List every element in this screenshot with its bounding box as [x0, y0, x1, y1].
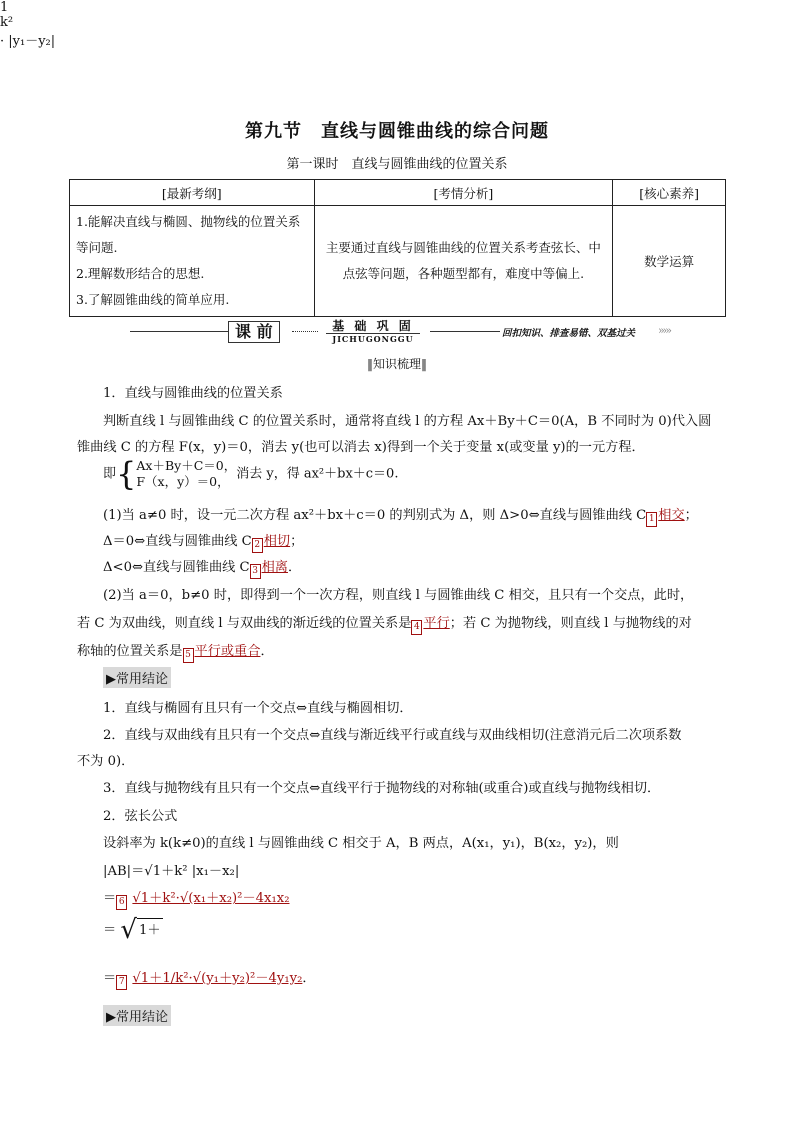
text: · |y₁－y₂| — [0, 34, 56, 49]
para: (2)当 a＝0，b≠0 时，即得到一个一次方程，则直线 l 与圆锥曲线 C 相交，且只有一个交点，此时， — [103, 588, 694, 603]
conclusions-label: ▶常用结论 — [103, 667, 171, 688]
para: 判断直线 l 与圆锥曲线 C 的位置关系时，通常将直线 l 的方程 Ax＋By＋C＝0(A，B 不同时为 0)代入圆 — [103, 414, 712, 429]
page-subtitle: 第一课时 直线与圆锥曲线的位置关系 — [286, 157, 508, 172]
kaogang-cell — [70, 206, 315, 317]
equation-system: 即{Ax＋By＋C＝0， F（x，y）＝0， 消去 y，得 ax²＋bx＋c＝0. — [103, 455, 399, 493]
conclusion-item: 2．直线与双曲线有且只有一个交点⇔直线与渐近线平行或直线与双曲线相切(注意消元后二次项系数 — [103, 728, 682, 743]
case-1: (1)当 a≠0 时，设一元二次方程 ax²＋bx＋c＝0 的判别式为 Δ，则 Δ>0⇔直线与圆锥曲线 C 1 相交； — [103, 504, 698, 527]
formula-3: ＝ √ 1＋ — [103, 915, 161, 945]
conclusions-label: ▶常用结论 — [103, 1005, 171, 1026]
banner-title-cn: 基 础 巩 固 — [332, 319, 414, 333]
answer-number: 1 — [646, 512, 657, 527]
answer: √1＋1/k²·√(y₁＋y₂)²－4y₁y₂ — [132, 971, 303, 986]
answer: 相切 — [263, 534, 291, 549]
para: 设斜率为 k(k≠0)的直线 l 与圆锥曲线 C 相交于 A，B 两点，A(x₁，y₁)，B(x₂，y₂)，则 — [103, 836, 619, 851]
eq-prefix: 即 — [103, 466, 117, 482]
eq-suffix: 消去 y，得 ax²＋bx＋c＝0. — [236, 466, 399, 482]
para — [77, 612, 692, 635]
banner-title-pinyin: JICHUGONGGU — [332, 334, 414, 344]
answer: √1＋k²·√(x₁＋x₂)²－4x₁x₂ — [132, 891, 290, 906]
conclusion-item: 1．直线与椭圆有且只有一个交点⇔直线与椭圆相切． — [103, 701, 413, 716]
banner-label: 课 前 — [228, 321, 280, 343]
text: (1)当 a≠0 时，设一元二次方程 ax²＋bx＋c＝0 的判别式为 Δ，则 Δ>0⇔直线与圆锥曲线 C — [103, 508, 647, 523]
kaogang-item: 3.了解圆锥曲线的简单应用. — [76, 292, 230, 307]
header-kaogang: [最新考纲] — [70, 180, 315, 206]
kaogang-item: 1.能解决直线与椭圆、抛物线的位置关系等问题. — [76, 214, 301, 255]
answer: 相交 — [658, 508, 685, 523]
section-heading: ‖知识梳理‖ — [366, 357, 427, 371]
outline-table — [69, 179, 726, 317]
knowledge-heading-1: 1．直线与圆锥曲线的位置关系 — [103, 386, 283, 401]
formula-2: ＝ 6 √1＋k²·√(x₁＋x₂)²－4x₁x₂ — [103, 887, 289, 910]
conclusion-item: 不为 0)． — [77, 754, 135, 769]
formula-1: |AB|＝√1＋k² |x₁－x₂| — [103, 864, 240, 879]
page-title: 第九节 直线与圆锥曲线的综合问题 — [245, 121, 549, 142]
text: ；若 C 为抛物线，则直线 l 与抛物线的对 — [449, 616, 692, 631]
conclusion-item: 3．直线与抛物线有且只有一个交点⇔直线平行于抛物线的对称轴(或重合)或直线与抛物线相切． — [103, 781, 661, 796]
kaogang-item: 2.理解数形结合的思想. — [76, 266, 205, 281]
answer-number: 3 — [250, 564, 261, 579]
eq-line: Ax＋By＋C＝0， — [136, 458, 237, 473]
para: 称轴的位置关系是 5 平行或重合． — [77, 640, 274, 663]
header-kaoqing: [考情分析] — [314, 180, 613, 206]
answer: 平行或重合 — [194, 644, 261, 659]
double-chevron-icon: ››››› — [658, 324, 670, 337]
knowledge-heading-2: 2．弦长公式 — [103, 809, 178, 824]
banner-title — [318, 320, 428, 344]
case-2: Δ＝0⇔直线与圆锥曲线 C 2 相切； — [103, 530, 303, 553]
para: 锥曲线 C 的方程 F(x，y)＝0，消去 y(也可以消去 x)得到一个关于变量 x(或变量 y)的一元方程． — [77, 440, 645, 455]
banner-motto: 回扣知识、排查易错、双基过关 — [502, 328, 636, 339]
answer-number: 2 — [252, 538, 263, 553]
text: Δ＝0⇔直线与圆锥曲线 C — [103, 534, 252, 549]
kaoqing-cell: 主要通过直线与圆锥曲线的位置关系考查弦长、中点弦等问题，各种题型都有，难度中等偏上. — [314, 206, 613, 317]
answer: 相离 — [261, 560, 288, 575]
text: 若 C 为双曲线，则直线 l 与双曲线的渐近线的位置关系是 — [77, 616, 412, 631]
answer-number: 6 — [116, 895, 127, 910]
formula-4: ＝ 7 √1＋1/k²·√(y₁＋y₂)²－4y₁y₂． — [103, 967, 316, 990]
eq-line: F（x，y）＝0， — [136, 474, 230, 489]
case-3: Δ<0⇔直线与圆锥曲线 C 3 相离． — [103, 556, 301, 579]
text: 称轴的位置关系是 — [77, 644, 183, 659]
section-banner — [130, 321, 690, 343]
answer: 平行 — [423, 616, 450, 631]
answer-number: 4 — [411, 620, 422, 635]
answer-number: 5 — [183, 648, 194, 663]
text: Δ<0⇔直线与圆锥曲线 C — [103, 560, 250, 575]
header-suyang: [核心素养] — [613, 180, 726, 206]
suyang-cell: 数学运算 — [613, 206, 726, 317]
answer-number: 7 — [116, 975, 127, 990]
eq-lines — [136, 458, 236, 490]
